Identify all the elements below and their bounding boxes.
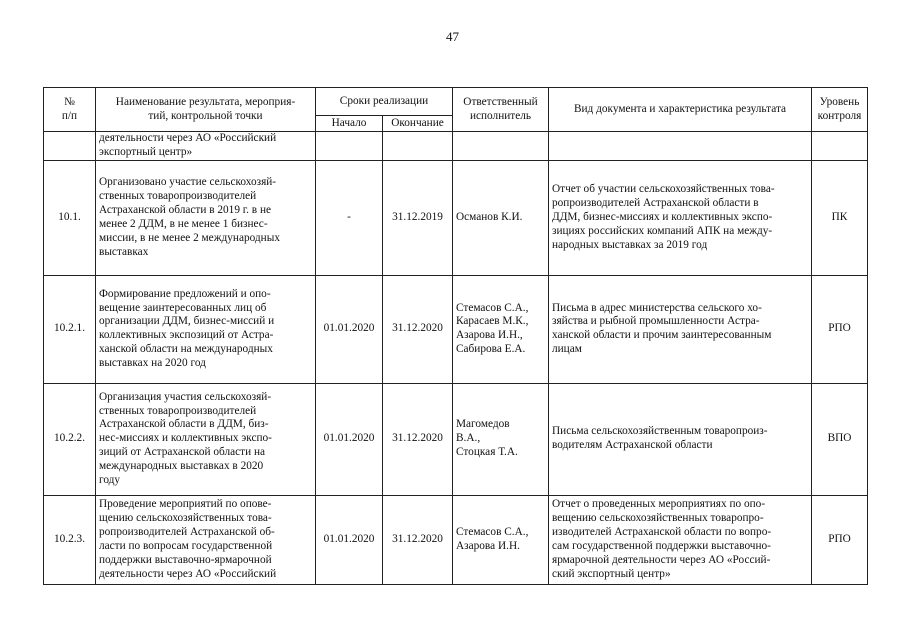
header-level: Уровень контроля	[812, 88, 868, 132]
cell-level: ПК	[812, 160, 868, 275]
cell-level	[812, 132, 868, 161]
cell-end: 31.12.2020	[383, 275, 453, 383]
header-terms: Сроки реализации	[316, 88, 453, 116]
table-row	[44, 160, 868, 275]
cell-num: 10.2.3.	[44, 495, 96, 584]
cell-executor: Османов К.И.	[453, 160, 549, 275]
table-row	[44, 275, 868, 383]
results-table	[43, 87, 868, 585]
cell-executor: Стемасов С.А., Карасаев М.К., Азарова И.Н., Сабирова Е.А.	[453, 275, 549, 383]
header-start: Начало	[316, 116, 383, 132]
cell-end: 31.12.2019	[383, 160, 453, 275]
table-row	[44, 132, 868, 161]
header-doc: Вид документа и характеристика результата	[549, 88, 812, 132]
cell-name: деятельности через АО «Российский экспортный центр»	[96, 132, 316, 161]
cell-start: 01.01.2020	[316, 383, 383, 495]
cell-level: РПО	[812, 275, 868, 383]
table-row	[44, 383, 868, 495]
cell-start	[316, 132, 383, 161]
header-name: Наименование результата, мероприя- тий, контрольной точки	[96, 88, 316, 132]
cell-doc: Отчет о проведенных мероприятиях по опо- вещению сельскохозяйственных товаропро- изводителей Астраханской области по вопро- сам государственной поддержки выставочно- ярмарочной деятельности через АО «Россий- ский экспортный центр»	[549, 495, 812, 584]
cell-executor: Магомедов В.А., Стоцкая Т.А.	[453, 383, 549, 495]
cell-level: ВПО	[812, 383, 868, 495]
cell-name: Организация участия сельскохозяй- ственных товаропроизводителей Астраханской области в ДДМ, биз- нес-миссиях и коллективных экспо- зиций от Астраханской области на международных выставках в 2020 году	[96, 383, 316, 495]
page-number: 47	[446, 29, 459, 44]
cell-doc: Письма сельскохозяйственным товаропроиз- водителям Астраханской области	[549, 383, 812, 495]
header-num: № п/п	[44, 88, 96, 132]
header-end: Окончание	[383, 116, 453, 132]
cell-start: -	[316, 160, 383, 275]
cell-end	[383, 132, 453, 161]
cell-start: 01.01.2020	[316, 275, 383, 383]
cell-num	[44, 132, 96, 161]
cell-name: Организовано участие сельскохозяй- ственных товаропроизводителей Астраханской области в 2019 г. в не менее 2 ДДМ, в не менее 1 бизнес- миссии, в не менее 2 международных выставках	[96, 160, 316, 275]
cell-num: 10.2.1.	[44, 275, 96, 383]
cell-num: 10.2.2.	[44, 383, 96, 495]
cell-level: РПО	[812, 495, 868, 584]
cell-name: Проведение мероприятий по опове- щению сельскохозяйственных това- ропроизводителей Астраханской об- ласти по вопросам государственной поддержки выставочно-ярмарочной деятельности через АО «Российский	[96, 495, 316, 584]
cell-name: Формирование предложений и опо- вещение заинтересованных лиц об организации ДДМ, бизнес-миссий и коллективных экспозиций от Астра- ханской области на международных выставках на 2020 год	[96, 275, 316, 383]
cell-doc: Письма в адрес министерства сельского хо- зяйства и рыбной промышленности Астра- ханской области и прочим заинтересованным лицам	[549, 275, 812, 383]
table-header-row	[44, 88, 868, 116]
cell-num: 10.1.	[44, 160, 96, 275]
table-row	[44, 495, 868, 584]
header-executor: Ответственный исполнитель	[453, 88, 549, 132]
cell-end: 31.12.2020	[383, 383, 453, 495]
cell-start: 01.01.2020	[316, 495, 383, 584]
cell-doc: Отчет об участии сельскохозяйственных това- ропроизводителей Астраханской области в ДДМ, бизнес-миссиях и коллективных экспо- зициях российских компаний АПК на между- народных выставках за 2019 год	[549, 160, 812, 275]
cell-doc	[549, 132, 812, 161]
cell-executor: Стемасов С.А., Азарова И.Н.	[453, 495, 549, 584]
cell-end: 31.12.2020	[383, 495, 453, 584]
cell-executor	[453, 132, 549, 161]
